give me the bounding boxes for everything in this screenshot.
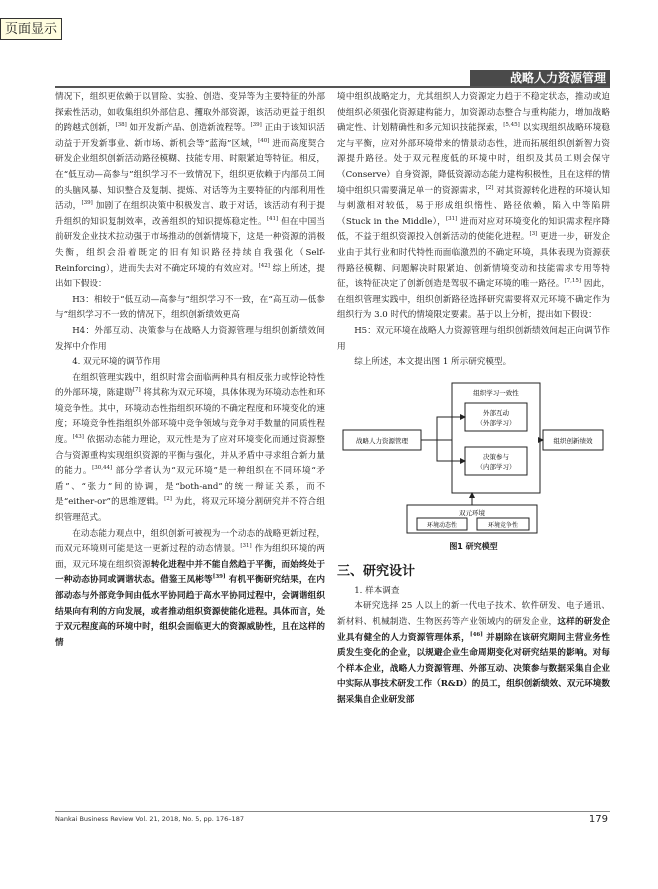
bold-text: 转化进程中并不能自然趋于平衡，而始终处于一种动态协同或调谐状态。借鉴王凤彬等[39] 有机平衡研究结果，在内部动态与外部竞争间由低水平协同趋于高水平协同过程中，会调谐组织结果向有利的方向发展，或者推动组织资源使能化进程。具体而言，处于双元程度高的环境中时，组织会面临更大的资源威胁性，且在这样的情 <box>55 559 325 648</box>
running-header: 战略人力资源管理 <box>470 70 610 87</box>
shrm-label: 战略人力资源管理 <box>356 436 408 445</box>
hypothesis-h3: H3：相较于“低互动—高参与”组织学习不一致，在“高互动—低参与”组织学习不一致的情况下，组织创新绩效更高 <box>55 294 325 321</box>
figure-caption: 图1 研究模型 <box>449 541 498 551</box>
decision-participation-sublabel: （内部学习） <box>476 462 516 471</box>
journal-citation: Nankai Business Review Vol. 21, 2018, No. 5, pp. 176–187 <box>55 815 244 823</box>
subsection-heading: 4. 双元环境的调节作用 <box>72 357 161 368</box>
left-column <box>55 90 325 651</box>
bold-text: 这样的研发企业具有健全的人力资源管理体系，[46] 并剔除在该研究期间主营业务性质发生变化的企业，以规避企业生命周期变化对研究结果的影响。对每个样本企业，战略人力资源管理、外部互动、决策参与数据采集自企业中实际从事技术研发工作（R&D）的员工，组织创新绩效、双元环境数据采集自企业研发部 <box>337 617 610 706</box>
decision-participation-label: 决策参与 <box>483 452 509 461</box>
research-model-diagram <box>337 377 610 537</box>
external-interaction-label: 外部互动 <box>483 408 509 417</box>
env-dynamic-label: 环境动态性 <box>426 521 458 529</box>
footer-rule <box>55 811 610 812</box>
paragraph: 在组织管理实践中，组织时常会面临两种具有相反张力或悖论特性的外部环境，陈建勋[7] 将其称为双元环境，具体体现为环境动态性和环境竞争性。其中，环境动态性指组织环境的不确定程度和环境变化的速度；环境竞争性指组织外部环境中竞争领域与竞争对手数量的同质性程度。[43] 依据动态能力理论，双元性是为了应对环境变化而通过资源整合与资源重构实现组织资源的平衡与强化，并从矛盾中寻求组合新力量的能力。[30,44] 部分学者认为“双元环境”是一种组织在不同环境“矛盾”、“张力”间的协调，是“both-and”的统一辩证关系，而不是“either-or”的思维逻辑。[2] 为此，将双元环境分割研究并不符合组织管理范式。 <box>55 372 325 524</box>
env-title: 双元环境 <box>459 508 485 517</box>
page-number: 179 <box>588 814 608 825</box>
research-model-figure <box>337 377 610 537</box>
env-competitive-label: 环境竞争性 <box>487 521 519 529</box>
page-display-button[interactable]: 页面显示 <box>0 18 62 40</box>
right-column <box>337 90 610 709</box>
paragraph: 在动态能力观点中，组织创新可被视为一个动态的战略更新过程，而双元环境则可能是这一更新过程的动态情景。[31] 作为组织环境的两面，双元环境在组织资源转化进程中并不能自然趋于平衡，而始终处于一种动态协同或调谐状态。借鉴王凤彬等[39] 有机平衡研究结果，在内部动态与外部竞争间由低水平协同趋于高水平协同过程中，会调谐组织结果向有利的方向发展，或者推动组织资源使能化进程。具体而言，处于双元程度高的环境中时，组织会面临更大的资源威胁性，且在这样的情 <box>55 528 325 648</box>
hypothesis-h4: H4：外部互动、决策参与在战略人力资源管理与组织创新绩效间发挥中介作用 <box>55 325 325 352</box>
hypothesis-h5: H5：双元环境在战略人力资源管理与组织创新绩效间起正向调节作用 <box>337 325 610 352</box>
external-interaction-sublabel: （外部学习） <box>476 418 516 427</box>
paragraph: 综上所述，本文提出图 1 所示研究模型。 <box>354 357 512 368</box>
section-heading: 三、研究设计 <box>337 564 416 580</box>
arrow-shrm-decision <box>437 440 465 461</box>
subsection-heading: 1. 样本调查 <box>354 585 400 596</box>
consistency-box <box>452 383 540 493</box>
header-rule <box>55 86 610 88</box>
paragraph: 境中组织战略定力，尤其组织人力资源定力趋于不稳定状态，推动或迫使组织必须强化资源建构能力，加资源动态整合与重构能力，增加战略确定性、计划精确性和多元知识技能探索，[5,45] 以实现组织战略环境稳定与平衡，应对外部环境带来的情景动态性，进而拓展组织创新智力资源提升路径。处于双元程度低的环境中时，组织及其员工则会保守（Conserve）自身资源，降低资源动态能力建构积极性，且在这样的情境中组织只需要满足单一的资源需求，[2] 对其资源转化进程的环境认知与刺激相对较低，易于形成组织惰性、路径依赖，陷入中等陷阱（Stuck in the Middle），[31] 进而对应对环境变化的知识需求程序降低，不益于组织资源投入创新活动的使能化进程。[3] 更进一步，研发企业由于其行业和时代特性而面临激烈的不确定环境，具体表现为资源获得路径模糊、问题解决时限紧迫、创新情境变动和技能需求专用等特征，该特征决定了创新创造是驾驭不确定环境的唯一路径。[7,15] 因此，在组织管理实践中，组织创新路径选择研究需要将双元环境不确定作为组织行为 3.0 时代的情境限定要素。基于以上分析，提出如下假设： <box>337 92 610 321</box>
paragraph: 情况下，组织更依赖于以冒险、实验、创造、变异等为主要特征的外部探索性活动，如收集组织外部信息、攫取外部资源，该活动更益于组织的跨越式创新，[38] 如开发新产品、创造新流程等。[39] 正由于该知识活动益于开发新事业、新市场、新机会等“蓝海”区域，[40] 进而高度契合研发企业组织创新活动路径模糊、技能专用、时限紧迫等特征。相反，在“低互动—高参与”组织学习不一致情况下，组织更依赖于内部员工间的头脑风暴、知识整合及复制、提炼、对话等为主要特征的内部利用性活动，[39] 加剧了在组织决策中积极发言、敢于对话，该活动有利于提升组织的知识复制效率，改善组织的知识提炼稳定性。[41] 但在中国当前研发企业技术拉动强于市场推动的创新情境下，这是一种资源的消极失衡，组织会沿着既定的旧有知识路径持续自我强化（Self-Reinforcing），进而失去对不确定环境的有效应对。[42] 综上所述，提出如下假设： <box>55 92 325 290</box>
arrow-shrm-interaction <box>421 417 465 440</box>
consistency-label: 组织学习一致性 <box>473 388 519 397</box>
innovation-label: 组织创新绩效 <box>553 436 593 445</box>
paragraph: 本研究选择 25 人以上的新一代电子技术、软件研发、电子通讯、新材料、机械制造、生物医药等产业领域内的研发企业，这样的研发企业具有健全的人力资源管理体系，[46] 并剔除在该研究期间主营业务性质发生变化的企业，以规避企业生命周期变化对研究结果的影响。对每个样本企业，战略人力资源管理、外部互动、决策参与数据采集自企业中实际从事技术研发工作（R&D）的员工，组织创新绩效、双元环境数据采集自企业研发部 <box>337 601 610 706</box>
